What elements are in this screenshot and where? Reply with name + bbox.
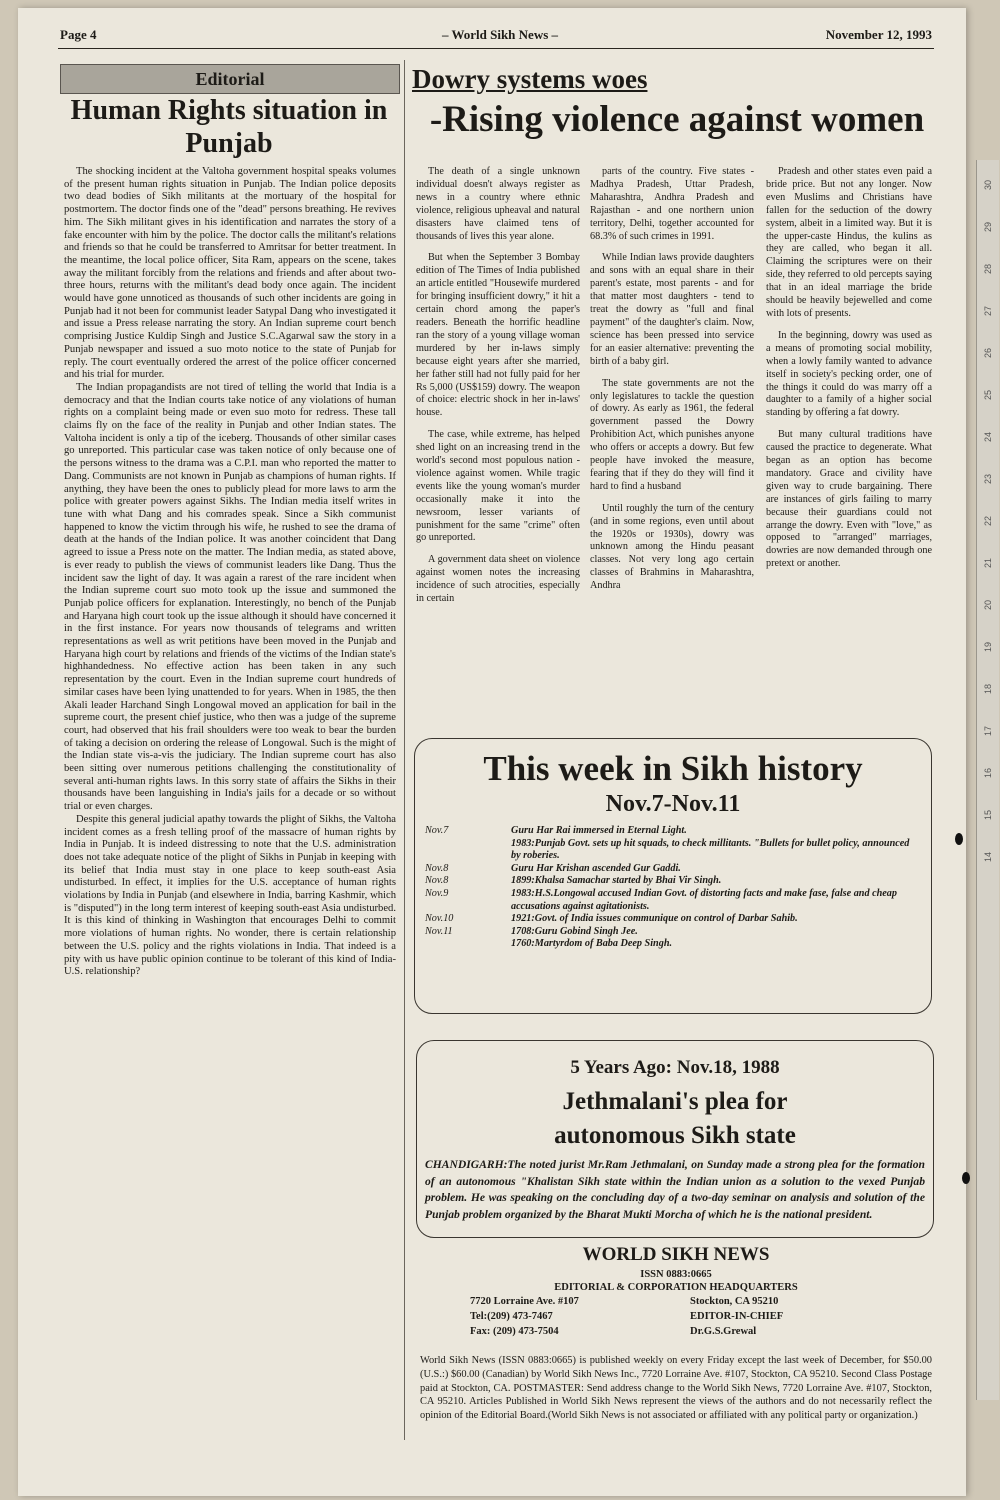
- history-entry: [425, 888, 917, 913]
- masthead-contacts: [420, 1294, 932, 1342]
- dowry-paragraph: The case, while extreme, has helped shed light on an increasing trend in the world's second most populous nation - violence against women. While tragic events like the young woman's murder occasionally make it into the newsroom, lesser variants of punishment for the same "crime" often go unreported.: [416, 429, 580, 544]
- history-date: Nov.8: [425, 862, 449, 874]
- dowry-paragraph: The state governments are not the only legislatures to tackle the question of dowry. As early as 1961, the federal government passed the Dowry Prohibition Act, which punishes anyone who offers or accepts a dowry. But few people have invoked the measure, fearing that if they do they will find it hard to find a husband: [590, 377, 754, 492]
- history-text: 1921:Govt. of India issues communique on control of Darbar Sahib.: [511, 913, 798, 925]
- editorial-body: [64, 166, 396, 979]
- dowry-paragraph: A government data sheet on violence against women notes the increasing incidence of such atrocities, especially in certain: [416, 554, 580, 605]
- publication-notice: World Sikh News (ISSN 0883:0665) is published weekly on every Friday except the last week of December, for $50.00 (U.S.:) $60.00 (Canadian) by World Sikh News Inc., 7720 Lorraine Ave. #107, Stockton, CA 95210. Second Class Postage paid at Stockton, CA. POSTMASTER: Send address change to the World Sikh News, 7720 Lorraine Ave. #107, Stockton, CA 95210. Articles Published in World Sikh News represent the views of the authors and do not necessarily reflect the opinion of the Editorial Board.(World Sikh News is not associated or affiliated with any political party or organization.): [420, 1355, 932, 1422]
- masthead-city: Stockton, CA 95210: [690, 1296, 779, 1307]
- history-text: 1983:Punjab Govt. sets up hit squads, to check millitants. "Bullets for bullet policy, announced by roberies.: [511, 837, 910, 862]
- history-text: 1899:Khalsa Samachar started by Bhai Vir Singh.: [511, 875, 722, 887]
- running-title: – World Sikh News –: [441, 27, 559, 42]
- ruler-mark: 28: [983, 264, 993, 275]
- history-text: 1708:Guru Gobind Singh Jee.: [511, 925, 638, 937]
- ruler-mark: 16: [983, 768, 993, 779]
- masthead-issn: ISSN 0883:0665: [640, 1269, 712, 1280]
- history-text: 1760:Martyrdom of Baba Deep Singh.: [511, 938, 673, 950]
- history-title: This week in Sikh history: [483, 749, 863, 788]
- dowry-column-3: [766, 166, 932, 580]
- history-entry: [425, 838, 917, 863]
- ruler-mark: 29: [983, 222, 993, 233]
- history-box: [414, 738, 932, 1014]
- five-years-headline: Jethmalani's plea for autonomous Sikh state: [554, 1088, 796, 1149]
- ruler-mark: 24: [983, 432, 993, 443]
- masthead-editor-label: EDITOR-IN-CHIEF: [690, 1311, 784, 1322]
- history-entry: [425, 825, 917, 838]
- editorial-label: Editorial: [60, 64, 400, 94]
- dowry-paragraph: Pradesh and other states even paid a bride price. But not any longer. Now even Muslims and Christians have fallen for the seduction of the dowry system, albeit in a limited way. But it is the upper-caste Hindus, the kulins as they are called, who began it all. Claiming the scriptures were on their side, they referred to old percepts saying that in an ideal marriage the bride should be heavily bejewelled and come with lots of presents.: [766, 166, 932, 319]
- masthead-editor: [690, 1294, 783, 1339]
- five-years-body: CHANDIGARH:The noted jurist Mr.Ram Jethmalani, on Sunday made a strong plea for the formation of an autonomous "Khalistan Sikh state within the Indian union as a solution to the vexed Punjab problem. He was speaking on the concluding day of a two-day seminar on analysis and solution of the Punjab problem organized by the Bharat Mukti Morcha of which he is the national president.: [425, 1158, 925, 1221]
- dowry-paragraph: But when the September 3 Bombay edition of The Times of India published an article entitled "Housewife murdered for bringing insufficient dowry," it hit a certain chord among the paper's readers. Beneath the horrific headline ran the story of a young village woman murdered by her in-laws simply because eight years after she married, her father still had not fully paid for her Rs 5,000 (US$159) dowry. The weapon of choice: electric shock in her in-laws' house.: [416, 252, 580, 419]
- editorial-paragraph: The Indian propagandists are not tired of telling the world that India is a democracy and that the Indian courts take notice of any violations of human rights on a complaint being made or even suo moto for redress. These tall claims fly on the face of the reality in Punjab and other Indian states. The Valtoha incident is only a tip of the iceberg. Thousands of other similar cases go unreported. This particular case was taken notice of only because one of the persons witness to the drama was a C.P.I. man who reported the matter to Dang. Communists are not known in Punjab as champions of human rights. If anything, they have been the ones to publicly plead for more laws to arm the police with greater powers against Sikhs. The Indian media itself writes in tune with what Dang and his comrades speak. Since a Sikh communist happened to know the victim through his wife, he rushed to see the drama of death at the hands of the Indian police. It was another coincident that Dang agreed to issue a Press note on the matter. The Indian media, as stated above, is ever ready to publish the views of communist leaders like Dang. Thus the incident saw the light of day. It was again a rarest of the rare incident when the Indian supreme court suo moto took up the issue and summoned the Punjab police officers for explanation. Interestingly, no bench of the Punjab and Haryana high court took up the issue although it should have concerned it in the first instance. For years now thousands of telegrams and written representations as well as writ petitions have been moved in the Punjab and Haryana high court by relations and friends of the victims of the Indian state's highhandedness. No effective action has been taken in any such representation by the court. Even in the Indian supreme court hundreds of similar cases have been lying unattended to for years. When in 1985, the then Akali leader Harchand Singh Longowal moved an application for bail in the supreme court, the present chief justice, who then was a judge of the supreme court, had observed that his frail shoulders were too weak to bear the burden of taking a decision on ordering the release of Longowal. Such is the might of the Indian state vis-a-vis the judiciary. The Indian supreme court has also been sitting over numerous petitions challenging the constitutionality of several anti-human rights laws. In this sorry state of affairs the Sikhs in their thousands have been languishing in India's jails for a decade or so without trial or even charges.: [64, 381, 396, 813]
- punch-hole: [962, 1172, 970, 1184]
- masthead-phone: Tel:(209) 473-7467: [470, 1311, 553, 1322]
- ruler-mark: 30: [983, 180, 993, 191]
- ruler-mark: 26: [983, 348, 993, 359]
- dowry-headline: -Rising violence against women: [429, 99, 925, 140]
- ruler-mark: 25: [983, 390, 993, 401]
- dowry-paragraph: parts of the country. Five states - Madhya Pradesh, Uttar Pradesh, Maharashtra, Andhra Pradesh and Rajasthan - and one northern union territory, Delhi, together accounted for 68.3% of such crimes in 1991.: [590, 166, 754, 242]
- history-date: Nov.8: [425, 875, 449, 887]
- five-years-box: [416, 1040, 934, 1238]
- dowry-column-2: [590, 166, 754, 602]
- ruler-mark: 18: [983, 684, 993, 695]
- dowry-paragraph: In the beginning, dowry was used as a means of promoting social mobility, when a lowly family wanted to advance itself in society's pecking order, one of the things it could do was marry off a daughter to a family of a higher social standing by offering a fat dowry.: [766, 329, 932, 419]
- ruler-mark: 27: [983, 306, 993, 317]
- history-date: Nov.9: [425, 887, 449, 899]
- ruler-mark: 14: [983, 852, 993, 863]
- editorial-paragraph: Despite this general judicial apathy towards the plight of Sikhs, the Valtoha incident comes as a fresh telling proof of the massacre of human rights by India in Punjab. It is indeed distressing to note that the U.S. administration does not take adequate notice of the plight of Sikhs in Punjab in keeping with its belief that India must stay in one place to keep south-east Asia undisturbed. In effect, it implies for the U.S. acceptance of human rights violations by India in Punjab (and elsewhere in India, barring Kashmir, which is "disputed") in the long term interest of keeping south-east Asia undisturbed. It is this kind of thinking in Washington that encourages Delhi to commit more violations of human rights. No wonder, there is certain relationship between the U.S. policy and the rights violations in India. That indeed is a pity with us have public opinion continue to be tolerant of this kind of India-U.S. relationship?: [64, 813, 396, 978]
- ruler-mark: 15: [983, 810, 993, 821]
- history-date: Nov.7: [425, 825, 449, 836]
- history-date-range: Nov.7-Nov.11: [605, 791, 741, 817]
- history-entry: [425, 938, 917, 951]
- issue-date: November 12, 1993: [825, 27, 932, 42]
- five-years-kicker: 5 Years Ago: Nov.18, 1988: [570, 1057, 780, 1078]
- ruler-mark: 23: [983, 474, 993, 485]
- ruler-mark: 19: [983, 642, 993, 653]
- ruler-mark: 20: [983, 600, 993, 611]
- history-date: Nov.11: [425, 925, 453, 937]
- header-rule: [58, 48, 934, 49]
- dowry-paragraph: While Indian laws provide daughters and sons with an equal share in their parent's estate, most parents - and for that matter most daughters - tend to treat the dowry as "full and final payment" of the daughter's claim. Now, science has been pressed into service for an easier alternative: preventing the birth of a baby girl.: [590, 252, 754, 367]
- editorial-paragraph: The shocking incident at the Valtoha government hospital speaks volumes of the present human rights situation in Punjab. The Indian police deposits two dead bodies of Sikh militants at the mortuary of the hospital for postmortem. The doctor finds one of the "dead" persons breathing. He revives him. The Sikh militant gives in his identification and narrates the story of a fake encounter with him by the police. The doctor calls the militant's relations and friends so that he could be transferred to Amritsar for better treatment. In the meantime, the local police officer, Sita Ram, appears on the scene, takes away the militant forcibly from the relations and friends and after about two-three hours, returns with the militant's dead body once again. The incident would have gone unnoticed as thousands of such other incidents are going in Punjab had it not been for communist leader Satypal Dang who investigated it and issue a Press release narrating the story. An Indian supreme court bench comprising Justice Kuldip Singh and Justice S.C.Agarwal saw the story in a Punjab newspaper and issued a suo moto notice to the state of Punjab for reply. The court eventually ordered the arrest of the police officer concerned and his trial for murder.: [64, 166, 396, 381]
- masthead-address: [470, 1294, 579, 1339]
- ruler-mark: 17: [983, 726, 993, 737]
- column-divider: [404, 60, 405, 1440]
- history-entry: [425, 875, 917, 888]
- masthead-hq: EDITORIAL & CORPORATION HEADQUARTERS: [554, 1282, 798, 1293]
- masthead-address-line: 7720 Lorraine Ave. #107: [470, 1296, 579, 1307]
- history-text: Guru Har Rai immersed in Eternal Light.: [511, 825, 687, 836]
- dowry-kicker: Dowry systems woes: [412, 64, 648, 94]
- history-text: 1983:H.S.Longowal accused Indian Govt. of distorting facts and make fase, false and cheap accusations against agitationists.: [511, 887, 897, 912]
- history-entry: [425, 913, 917, 926]
- history-text: Guru Har Krishan ascended Gur Gaddi.: [511, 862, 681, 874]
- history-entry: [425, 863, 917, 876]
- ruler-mark: 21: [983, 558, 993, 569]
- dowry-paragraph: The death of a single unknown individual doesn't always register as news in a country where ethnic violence, religious upheaval and natural disasters have claimed tens of thousands of lives this year alone.: [416, 166, 580, 242]
- history-list: [425, 825, 917, 951]
- masthead-name: WORLD SIKH NEWS: [582, 1244, 770, 1265]
- history-entry: [425, 926, 917, 939]
- measuring-ruler: [976, 160, 999, 1400]
- dowry-column-1: [416, 166, 580, 615]
- editorial-title: Human Rights situation in Punjab: [70, 95, 388, 159]
- masthead-editor-name: Dr.G.S.Grewal: [690, 1326, 757, 1337]
- ruler-mark: 22: [983, 516, 993, 527]
- page-number: Page 4: [60, 27, 97, 42]
- masthead: [420, 1244, 932, 1423]
- dowry-paragraph: But many cultural traditions have caused the practice to degenerate. What began as an option has become mandatory. Grace and civility have given way to crude bargaining. There are instances of girls failing to marry because their guardians could not arrange the dowry. Even with "love," as opposed to "arranged" marriages, dowries are now demanded through one pretext or another.: [766, 429, 932, 570]
- punch-hole: [955, 833, 963, 845]
- masthead-fax: Fax: (209) 473-7504: [470, 1326, 559, 1337]
- dowry-paragraph: Until roughly the turn of the century (and in some regions, even until about the 1920s or 1930s), dowry was unknown among the Hindu peasant classes. Not very long ago certain classes of Brahmins in Maharashtra, Andhra: [590, 502, 754, 592]
- history-date: Nov.10: [425, 913, 454, 925]
